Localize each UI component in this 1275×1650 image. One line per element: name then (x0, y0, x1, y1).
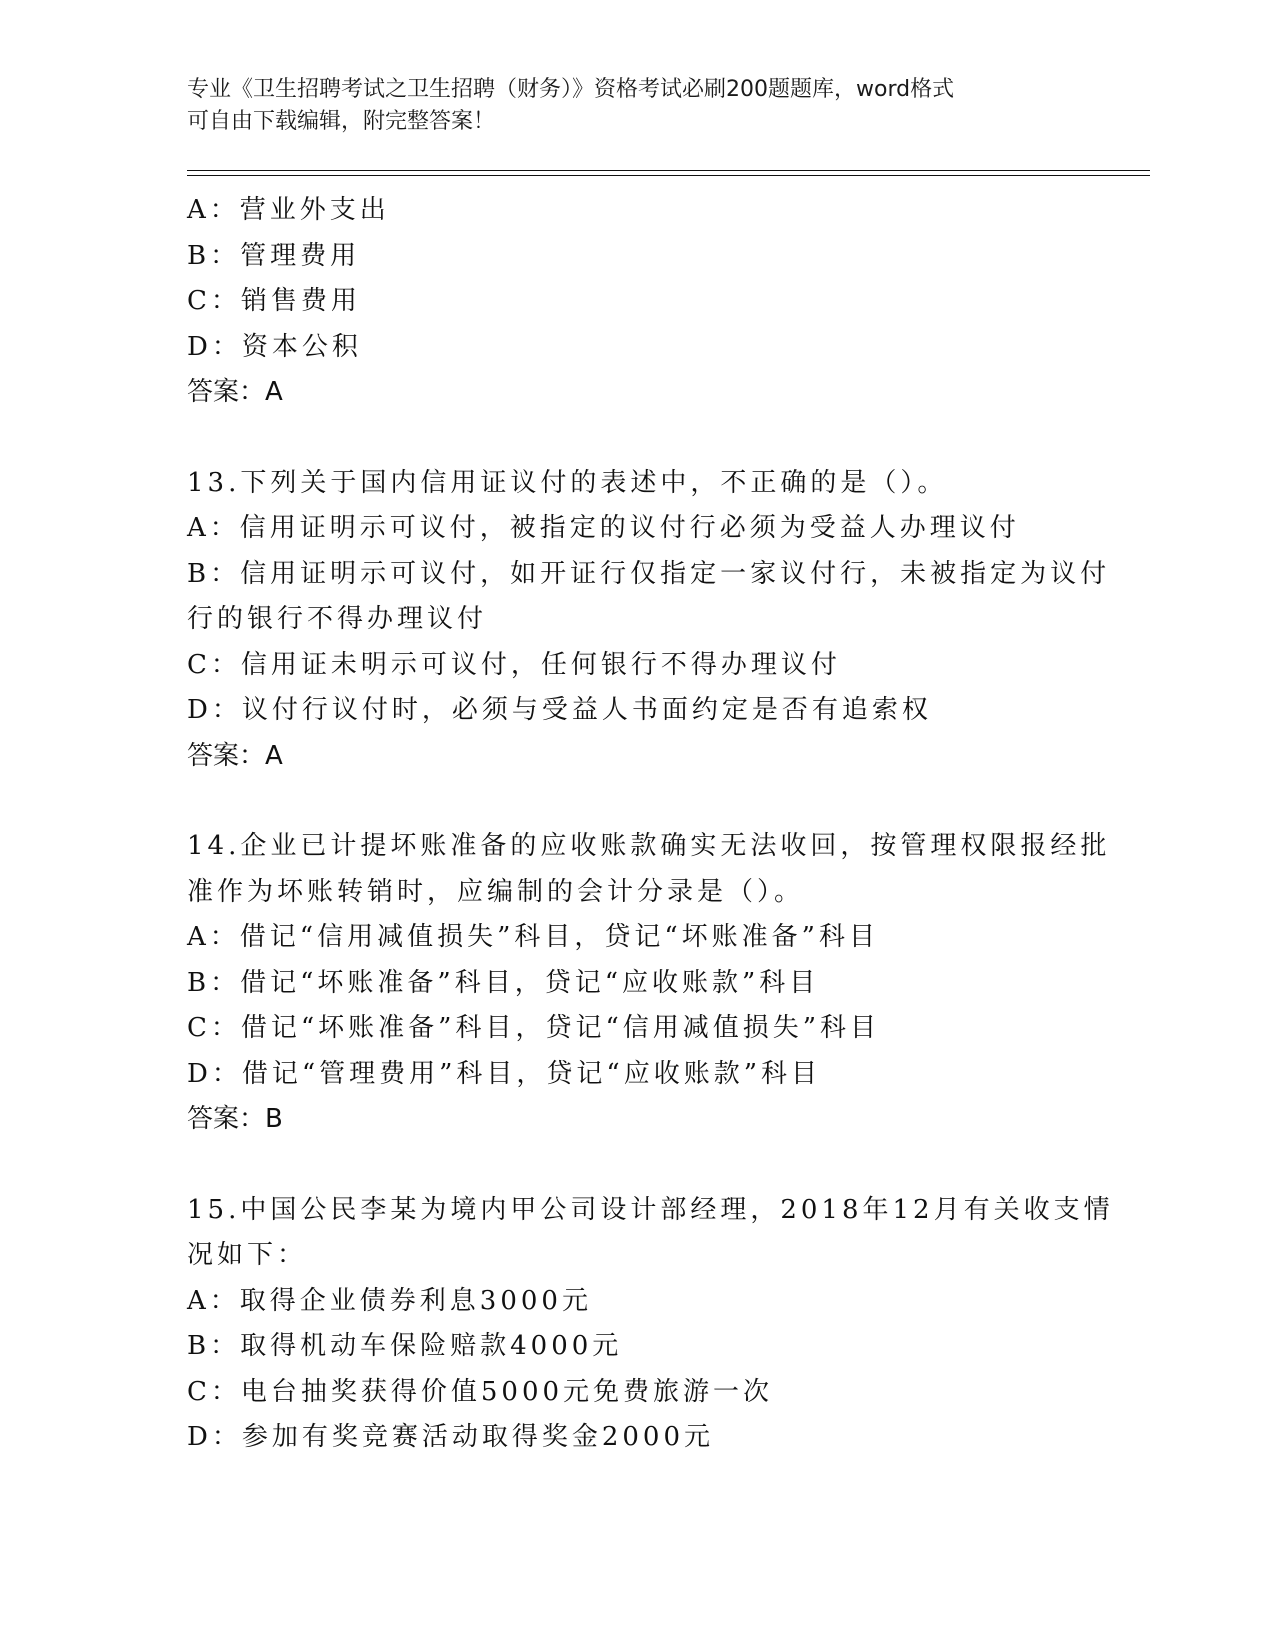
option-line: D：参加有奖竞赛活动取得奖金2000元 (187, 1422, 715, 1452)
document-header (187, 74, 1067, 138)
answer-line: 答案：B (187, 1104, 283, 1134)
header-rule-top (187, 170, 1150, 171)
option-line: A：借记“信用减值损失”科目，贷记“坏账准备”科目 (187, 922, 879, 952)
question-stem: 况如下： (187, 1240, 308, 1270)
option-line: C：借记“坏账准备”科目，贷记“信用减值损失”科目 (187, 1013, 881, 1043)
option-line: B：借记“坏账准备”科目，贷记“应收账款”科目 (187, 967, 820, 998)
header-line-2: 可自由下载编辑，附完整答案！ (187, 109, 496, 134)
option-line: A：取得企业债券利息3000元 (187, 1285, 592, 1316)
question-block (187, 1188, 1114, 1461)
question-list (187, 188, 1114, 1461)
option-line: B：取得机动车保险赔款4000元 (187, 1331, 623, 1361)
question-block (187, 461, 1111, 780)
question-stem: 准作为坏账转销时，应编制的会计分录是（）。 (187, 876, 805, 907)
question-block (187, 188, 1087, 416)
option-line: C：信用证未明示可议付，任何银行不得办理议付 (187, 649, 841, 680)
question-stem: 14.企业已计提坏账准备的应收账款确实无法收回，按管理权限报经批 (187, 831, 1111, 861)
question-stem: 13.下列关于国内信用证议付的表述中，不正确的是（）。 (187, 467, 948, 498)
spacer (187, 1143, 1087, 1188)
answer-line: 答案：A (187, 377, 283, 407)
question-stem: 15.中国公民李某为境内甲公司设计部经理，2018年12月有关收支情 (187, 1194, 1114, 1225)
option-line: C：电台抽奖获得价值5000元免费旅游一次 (187, 1376, 774, 1407)
option-line: D：议付行议付时，必须与受益人书面约定是否有追索权 (187, 695, 932, 725)
option-line: C：销售费用 (187, 286, 361, 316)
option-line: D：借记“管理费用”科目，贷记“应收账款”科目 (187, 1058, 822, 1089)
option-line: A：营业外支出 (187, 195, 390, 225)
spacer (187, 779, 1087, 824)
spacer (187, 416, 1087, 461)
option-line: D：资本公积 (187, 331, 362, 362)
answer-line: 答案：A (187, 740, 283, 771)
option-line: B：管理费用 (187, 240, 361, 271)
option-line: 行的银行不得办理议付 (187, 604, 488, 634)
question-block (187, 824, 1111, 1143)
option-line: A：信用证明示可议付，被指定的议付行必须为受益人办理议付 (187, 513, 1020, 543)
header-rule-bottom (187, 175, 1150, 176)
option-line: B：信用证明示可议付，如开证行仅指定一家议付行，未被指定为议付 (187, 558, 1111, 589)
header-line-1: 专业《卫生招聘考试之卫生招聘（财务）》资格考试必刷200题题库，word格式 (187, 77, 955, 102)
